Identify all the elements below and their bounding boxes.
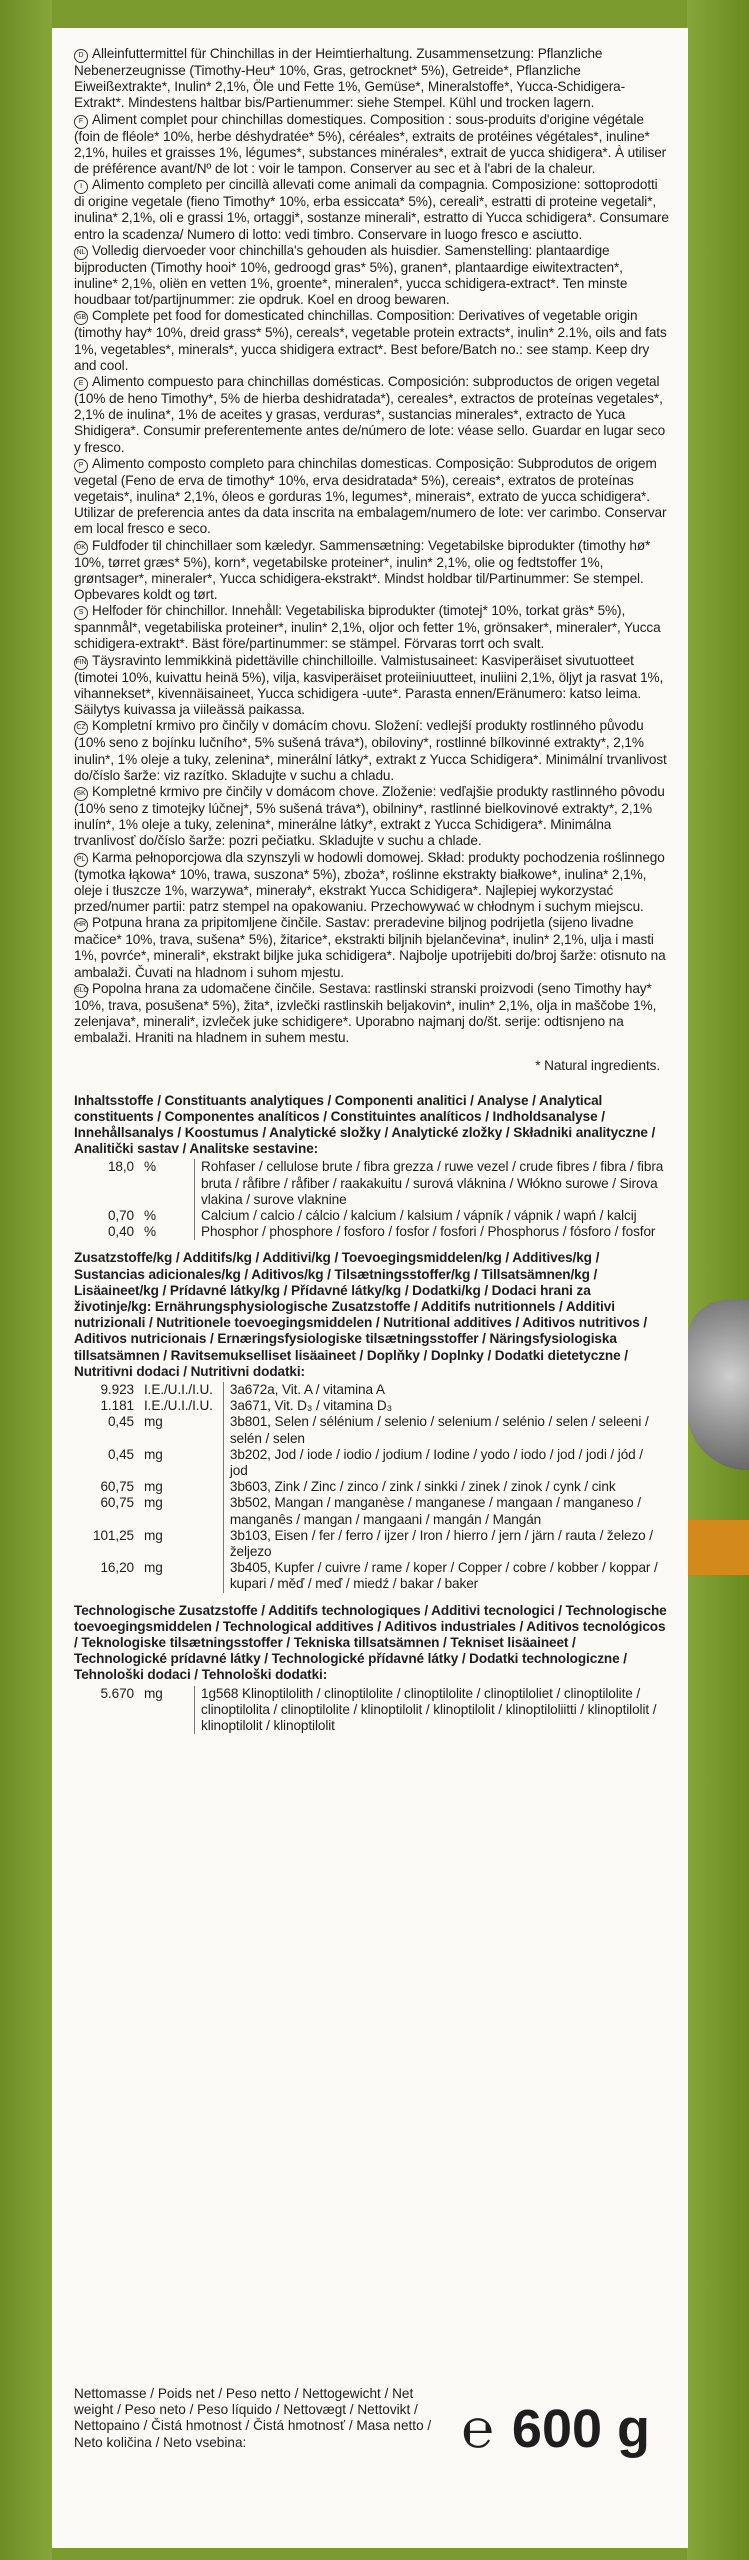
estimated-sign-icon: ℮ <box>461 2399 494 2459</box>
product-description-text: Alimento composto completo para chinchilas domesticas. Composição: Subprodutos de origem vegetal (Feno de erva de timothy* 10%, erva desidratada* 5%), cereais*, extratos de proteínas vegetais*, inulina* 2,1%, óleos e gorduras 1%, legumes*, minerais*, extrato de yucca schidigera*. Utilizar de preferencia antes da data inscrita na embalagem/numero de lote: ver carimbo. Conservar em local fresco e seco. <box>74 455 667 537</box>
natural-ingredients-footnote: * Natural ingredients. <box>535 1058 660 1074</box>
cell-value: 101,25 <box>93 1527 134 1543</box>
cell-desc: 3b202, Jod / iode / iodio / jodium / Iodine / yodo / iodo / jod / jodi / jód / jod <box>223 1447 670 1479</box>
product-description <box>74 374 670 456</box>
product-description <box>74 603 670 652</box>
cell-value: 18,0 <box>107 1159 134 1175</box>
table-row <box>74 1495 670 1527</box>
cell-desc: 3b103, Eisen / fer / ferro / ijzer / Iron / hierro / jern / järn / rauta / železo / željezo <box>223 1528 670 1560</box>
cell-desc: 3b801, Selen / sélénium / selenio / selenium / selénio / selen / seleeni / selén / selen <box>223 1414 670 1446</box>
cell-unit: mg <box>144 1495 163 1511</box>
country-code-icon: CZ <box>74 721 88 735</box>
cell-desc: 3b603, Zink / Zinc / zinco / zink / sinkki / zinek / zinok / cynk / cink <box>223 1479 670 1495</box>
product-description <box>74 981 670 1047</box>
country-code-icon: SK <box>74 787 88 801</box>
technological-table <box>74 1686 670 1735</box>
country-code-icon: NL <box>74 246 88 260</box>
product-description-text: Alimento completo per cincillà allevati come animali da compagnia. Composizione: sottoprodotti di origine vegetale (fieno Timothy* 10%, erba essiccata* 5%), cereali*, estratti di proteine vegetali*, inulina* 2,1%, oli e grassi 1%, ortaggi*, sostanze minerali*, estratto di Yucca schidigera*. Consumare entro la scadenza/ Numero di lotto: vedi timbro. Conservare in luogo fresco e asciutto. <box>74 177 669 242</box>
cell-value: 16,20 <box>100 1560 134 1576</box>
product-description-text: Helfoder för chinchillor. Innehåll: Vegetabiliska biprodukter (timotej* 10%, torkat gräs* 5%), spannmål*, vegetabiliska proteiner*, inulin* 2,1%, oljor och fetter 1%, grönsaker*, mineraler*, Yucca schidigera-extrakt*. Bäst före/partinummer: se stämpel. Förvaras torrt och svalt. <box>74 603 661 652</box>
table-row <box>74 1560 670 1592</box>
cell-value: 0,70 <box>107 1207 134 1223</box>
analytical-table <box>74 1159 670 1240</box>
analytical-header: Inhaltsstoffe / Constituants analytiques / Componenti analitici / Analyse / Analytical constituents / Componentes analíticos / Constituintes analíticos / Indholdsanalyse / Innehållsanalys / Koostumus / Analytické složky / Analytické zložky / Składniki analityczne / Analitički sastav / Analitske sestavine: <box>74 1092 656 1157</box>
product-description-text: Aliment complet pour chinchillas domestiques. Composition : sous-produits d'origine végétale (foin de fléole* 10%, herbe déshydratée* 5%), céréales*, extraits de protéines végétales*, inuline* 2,1%, huiles et graisses 1%, légumes*, substances minérales*, extrait de yucca shidigera*. À utiliser de préférence avant/Nº de lot : voir le tampon. Conserver au sec et à l'abri de la chaleur. <box>74 111 667 177</box>
product-description <box>74 718 670 784</box>
cell-unit: % <box>144 1224 156 1240</box>
cell-value: 9.923 <box>100 1382 134 1397</box>
weight-text: 600 g <box>511 2399 650 2459</box>
product-description-text: Volledig diervoeder voor chinchilla's gehouden als huisdier. Samenstelling: plantaardige bijproducten (Timothy hooi* 10%, gedroogd gras* 5%), granen*, plantaardige eiwitextracten*, inuline* 2,1%, oliën en vetten 1%, groente*, mineralen*, yucca schidigera-extract*. Ten minste houdbaar tot/partijnummer: zie opdruk. Koel en droog bewaren. <box>74 242 628 308</box>
cell-unit: % <box>144 1159 156 1175</box>
country-code-icon: PL <box>74 853 88 867</box>
product-description-text: Fuldfoder til chinchillaer som kæledyr. Sammensætning: Vegetabilske biprodukter (timothy hø* 10%, tørret græs* 5%), korn*, vegetabilske proteiner*, inulin* 2,1%, olie og fedtstoffer 1%, grøntsager*, mineraler*, Yucca schidigera-ekstrakt*. Mindst holdbar til/Partinummer: Se stempel. Opbevares koldt og tørt. <box>74 537 651 603</box>
product-description <box>74 177 670 243</box>
country-code-icon: HR <box>74 918 88 932</box>
country-code-icon: I <box>74 180 88 194</box>
product-description <box>74 46 670 112</box>
cell-unit: I.E./U.I./I.U. <box>144 1382 213 1397</box>
cell-unit: % <box>144 1207 156 1223</box>
cell-value: 0,45 <box>107 1446 134 1462</box>
product-description <box>74 112 670 178</box>
product-description-text: Kompletní krmivo pro činčily v domácím chovu. Složení: vedlejší produkty rostlinného původu (10% seno z bojínku lučního*, 5% sušená tráva*), obiloviny*, rostlinné bílkovinné extrakty*, 2,1% inulin*, 1% oleje a tuky, zelenina*, minerální látky*, extrakt z Yucca Schidigera*. Minimální trvanlivost do/číslo šarže: viz razítko. Skladujte v suchu a chladu. <box>74 718 667 783</box>
cell-desc: Rohfaser / cellulose brute / fibra grezza / ruwe vezel / crude fibres / fibra / fibra bruta / råfibre / råfiber / raakakuitu / surová vláknina / Włókno surowe / Sirova vlakina / surove vlaknine <box>195 1159 671 1208</box>
country-code-icon: GB <box>74 311 88 325</box>
product-description <box>74 915 670 981</box>
cell-value: 0,40 <box>107 1224 134 1240</box>
cell-unit: mg <box>144 1446 163 1462</box>
cell-value: 5.670 <box>100 1685 134 1701</box>
technological-header: Technologische Zusatzstoffe / Additifs technologiques / Additivi tecnologici / Technologische toevoegingsmiddelen / Technological additives / Aditivos industriales / Aditivos tecnológicos / Teknologiske tilsætningsstoffer / Tekniska tillsatsämnen / Tekniset lisäaineet / Technologické prídavné látky / Technologické přídavné látky / Dodatki technologiczne / Tehnološki dodaci / Tehnološki dodatki: <box>74 1602 667 1683</box>
product-description <box>74 784 670 850</box>
table-row <box>74 1382 670 1398</box>
cell-unit: mg <box>144 1479 163 1495</box>
cell-desc: Phosphor / phosphore / fosforo / fosfor / fosfori / Phosphorus / fósforo / fosfor <box>195 1224 671 1240</box>
table-row <box>74 1208 670 1224</box>
product-description-text: Alleinfuttermittel für Chinchillas in der Heimtierhaltung. Zusammensetzung: Pflanzliche Nebenerzeugnisse (Timothy-Heu* 10%, Gras, getrocknet* 5%), Getreide*, Pflanzliche Eiweißextrakte*, Inulin* 2,1%, Öle und Fette 1%, Gemüse*, Mineralstoffe*, Yucca-Schidigera-Extrakt*. Mindestens haltbar bis/Partienummer: siehe Stempel. Kühl und trocken lagern. <box>74 46 626 111</box>
cell-desc: 1g568 Klinoptilolith / clinoptilolite / clinoptilolite / clinoptiloliet / clinoptilolite / clinoptilolita / clinoptilolite / klinoptilolit / klinoptilolit / klinoptiloliitti / klinoptilolit / klinoptilolit / klinoptilolit <box>195 1686 671 1735</box>
cell-unit: mg <box>144 1560 163 1576</box>
table-row <box>74 1398 670 1414</box>
product-description-text: Kompletné krmivo pre činčily v domácom chove. Zloženie: vedľajšie produkty rastlinného pôvodu (10% seno z timotejky lúčnej*, 5% sušená tráva*), obilniny*, rastlinné bielkovinové extrakty*, 2,1% inulín*, 1% oleje a tuky, zelenina*, minerálne látky*, extrakt z Yucca Schidigera*. Minimálna trvanlivosť do/číslo šarže: pozri pečiatku. Skladujte v suchu a chlade. <box>74 783 665 849</box>
table-row <box>74 1686 670 1735</box>
product-description <box>74 850 670 916</box>
table-row <box>74 1528 670 1560</box>
product-description-text: Täysravinto lemmikkinä pidettäville chinchilloille. Valmistusaineet: Kasviperäiset sivutuotteet (timotei 10%, kuivattu heinä 5%), vilja, kasviperäiset proteiiniuutteet, inuliini 2,1%, öljyt ja rasvat 1%, vihannekset*, kivennäisaineet, Yucca schidigera -uute*. Parasta ennen/Eränumero: katso leima. Säilytys kuivassa ja viileässä paikassa. <box>74 652 664 718</box>
label-content <box>74 46 670 1744</box>
country-code-icon: SLO <box>74 984 88 998</box>
country-code-icon: FIN <box>74 656 88 670</box>
cell-unit: mg <box>144 1685 163 1701</box>
table-row <box>74 1479 670 1495</box>
cell-value: 60,75 <box>100 1479 134 1495</box>
product-description <box>74 653 670 719</box>
cell-desc: 3b405, Kupfer / cuivre / rame / koper / Copper / cobre / kobber / koppar / kupari / měď / meď / miedź / bakar / baker <box>223 1560 670 1592</box>
cell-unit: mg <box>144 1414 163 1430</box>
cell-unit: mg <box>144 1527 163 1543</box>
orange-stripe <box>687 1520 749 1575</box>
right-packaging-edge <box>687 0 749 2560</box>
country-code-icon: S <box>74 606 88 620</box>
country-code-icon: DK <box>74 541 88 555</box>
table-row <box>74 1224 670 1240</box>
additives-table <box>74 1382 670 1593</box>
cell-unit: I.E./U.I./I.U. <box>144 1398 213 1414</box>
product-description <box>74 456 670 538</box>
cell-desc: 3a672a, Vit. A / vitamina A <box>223 1382 670 1398</box>
left-packaging-edge <box>0 0 52 2560</box>
product-description-text: Alimento compuesto para chinchillas domésticas. Composición: subproductos de origen vegetal (10% de heno Timothy*, 5% de hierba deshidratada*), cereales*, extractos de proteínas vegetales*, 2,1% de inulina*, 1% de aceites y grasas, verduras*, sustancias minerales*, extracto de Yuca Shidigera*. Consumir preferentemente antes de/número de lote: véase sello. Guardar en lugar seco y fresco. <box>74 374 666 455</box>
cell-desc: 3a671, Vit. D₃ / vitamina D₃ <box>223 1398 670 1414</box>
product-descriptions <box>74 46 670 1046</box>
table-row <box>74 1447 670 1479</box>
cell-value: 0,45 <box>107 1414 134 1430</box>
cell-desc: Calcium / calcio / cálcio / kalcium / kalsium / vápník / vápnik / wapń / kalcij <box>195 1208 671 1224</box>
product-description-text: Popolna hrana za udomačene činčile. Sestava: rastlinski stranski proizvodi (seno Timothy hay* 10%, trava, posušena* 5%), žita*, izvlečki rastlinskih beljakovin*, inulin* 2,1%, olja in maščobe 1%, zelenjava*, minerali*, izvleček juke schidigere*. Uporabno najmanj do/št. serije: odtisnjeno na embalaži. Hraniti na hladnem in suhem mestu. <box>74 980 657 1046</box>
cell-value: 1.181 <box>100 1398 134 1414</box>
table-row <box>74 1159 670 1208</box>
product-description-text: Karma pełnoporcjowa dla szynszyli w hodowli domowej. Skład: produkty pochodzenia roślinnego (tymotka łąkowa* 10%, trawa, suszona* 5%), zboża*, roślinne ekstrakty białkowe*, inulina* 2,1%, oleje i tłuszcze 1%, warzywa*, minerały*, ekstrakt Yucca Schidigera*. Najlepiej wykorzystać przed/numer partii: patrz stempel na opakowaniu. Przechowywać w chłodnym i suchym miejscu. <box>74 849 665 914</box>
net-weight-section <box>74 2386 670 2459</box>
additives-header: Zusatzstoffe/kg / Additifs/kg / Additivi/kg / Toevoegingsmiddelen/kg / Additives/kg / Sustancias adicionales/kg / Aditivos/kg / Tilsætningsstoffer/kg / Tillsatsämnen/kg / Lisäaineet/kg / Prídavné látky/kg / Přídavné látky/kg / Dodatki/kg / Dodaci hrani za životinje/kg: Ernährungsphysiologische Zusatzstoffe / Additifs nutritionnels / Additivi nutrizionali / Nutritionele toevoegingsmiddelen / Nutritional additives / Aditivos nutritivos / Aditivos nutricionais / Ernæringsfysiologiske tilsætningsstoffer / Näringsfysiologiska tillsatsämnen / Ravitsemukselliset lisäaineet / Doplňky / Doplnky / Dodatki dietetyczne / Nutritivni dodaci / Nutritivni dodatki: <box>74 1250 648 1379</box>
net-weight-value <box>462 2398 651 2460</box>
country-code-icon: P <box>74 459 88 473</box>
table-row <box>74 1414 670 1446</box>
net-weight-label: Nettomasse / Poids net / Peso netto / Nettogewicht / Net weight / Peso neto / Peso líquido / Nettovægt / Nettovikt / Nettopaino / Čistá hmotnost / Čistá hmotnosť / Masa netto / Neto količina / Neto vsebina: <box>74 2386 432 2450</box>
product-description-text: Complete pet food for domesticated chinchillas. Composition: Derivatives of vegetable origin (timothy hay* 10%, dreid grass* 5%), cereals*, vegetable protein extracts*, inulin* 2.1%, oils and fats 1%, vegetables*, minerals*, yucca shidigera extract*. Best before/Batch no.: see stamp. Keep dry and cool. <box>74 308 667 373</box>
product-description-text: Potpuna hrana za pripitomljene činčile. Sastav: preradevine biljnog podrijetla (sijeno livadne mačice* 10%, trava, sušena* 5%), žitarice*, ekstrakti biljnih bjelančevina*, inulin* 2,1%, ulja i masti 1%, povrće*, minerali*, ekstrakt biljke juka schidigera*. Najbolje upotrijebiti do/broj šarže: otisnuto na ambalaži. Čuvati na hladnom i suhom mjestu. <box>74 915 666 980</box>
label-panel <box>52 28 688 2548</box>
product-description <box>74 538 670 604</box>
country-code-icon: E <box>74 377 88 391</box>
product-description <box>74 308 670 374</box>
product-description <box>74 243 670 309</box>
cell-desc: 3b502, Mangan / manganèse / manganese / mangaan / manganeso / manganês / mangan / mangaani / mangán / Mangán <box>223 1495 670 1527</box>
country-code-icon: D <box>74 49 88 63</box>
cell-value: 60,75 <box>100 1495 134 1511</box>
country-code-icon: F <box>74 115 88 129</box>
